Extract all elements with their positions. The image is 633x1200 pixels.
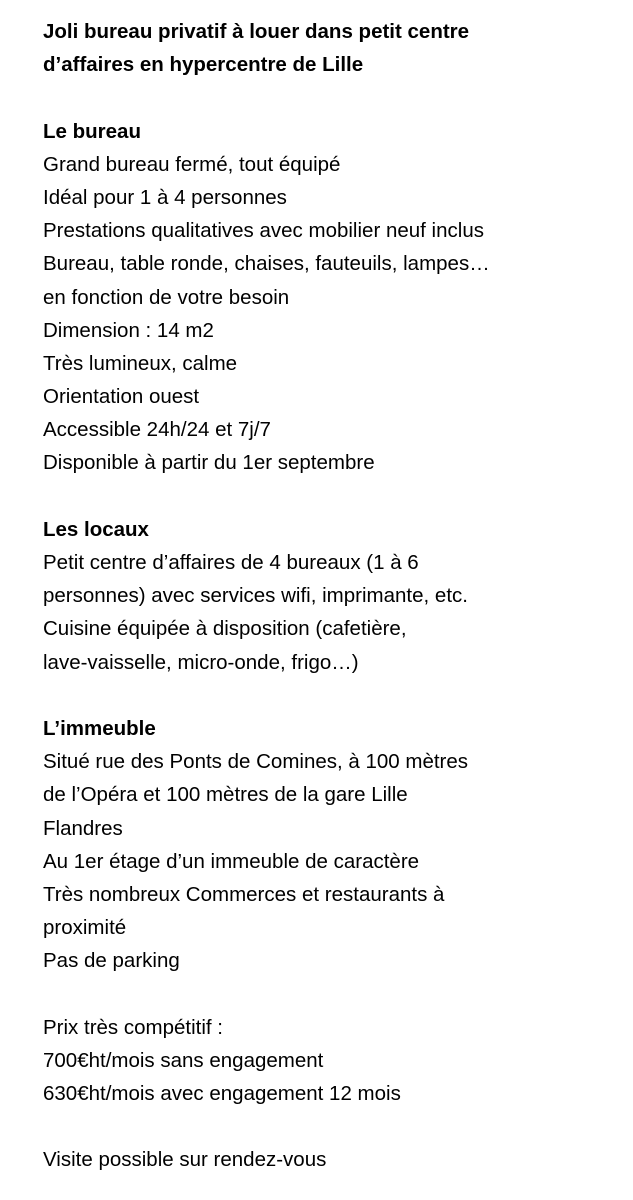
section-line: Flandres (43, 816, 123, 840)
section-line: lave-vaisselle, micro-onde, frigo…) (43, 650, 359, 674)
section-line: Pas de parking (43, 949, 180, 973)
section-heading: L’immeuble (43, 716, 156, 740)
spacer (43, 480, 628, 513)
section-line: Disponible à partir du 1er septembre (43, 451, 375, 475)
section-line: Idéal pour 1 à 4 personnes (43, 185, 287, 209)
spacer (43, 1110, 628, 1143)
section-line: Très lumineux, calme (43, 351, 238, 375)
section-line: Situé rue des Ponts de Comines, à 100 mètres (43, 750, 469, 774)
section-le-bureau (43, 115, 628, 480)
section-line: Cuisine équipée à disposition (cafetière, (43, 617, 407, 641)
section-heading: Le bureau (43, 119, 141, 143)
pricing-block (43, 1011, 628, 1111)
section-les-locaux (43, 513, 628, 679)
spacer (43, 977, 628, 1010)
section-line: proximité (43, 916, 127, 940)
section-l-immeuble (43, 712, 628, 978)
price-line: 630€ht/mois avec engagement 12 mois (43, 1082, 401, 1105)
section-line: Bureau, table ronde, chaises, fauteuils, lampes… (43, 252, 490, 276)
section-line: Prestations qualitatives avec mobilier neuf inclus (43, 219, 484, 243)
spacer (43, 679, 628, 712)
listing-title (43, 15, 628, 81)
spacer (43, 81, 628, 114)
section-line: Accessible 24h/24 et 7j/7 (43, 418, 271, 442)
section-line: Petit centre d’affaires de 4 bureaux (1 à 6 (43, 551, 419, 574)
pricing-label: Prix très compétitif : (43, 1015, 223, 1039)
section-line: Dimension : 14 m2 (43, 318, 214, 342)
section-line: personnes) avec services wifi, imprimante, etc. (43, 584, 468, 608)
title-line: d’affaires en hypercentre de Lille (43, 53, 364, 77)
listing-document (43, 15, 628, 1177)
section-line: en fonction de votre besoin (43, 285, 290, 309)
price-line: 700€ht/mois sans engagement (43, 1048, 324, 1072)
section-line: Orientation ouest (43, 385, 200, 409)
section-line: de l’Opéra et 100 mètres de la gare Lille (43, 783, 408, 807)
visit-note: Visite possible sur rendez-vous (43, 1148, 327, 1172)
section-line: Au 1er étage d’un immeuble de caractère (43, 849, 420, 873)
section-line: Grand bureau fermé, tout équipé (43, 152, 341, 176)
section-line: Très nombreux Commerces et restaurants à (43, 882, 445, 906)
title-line: Joli bureau privatif à louer dans petit centre (43, 20, 470, 43)
section-heading: Les locaux (43, 517, 149, 541)
